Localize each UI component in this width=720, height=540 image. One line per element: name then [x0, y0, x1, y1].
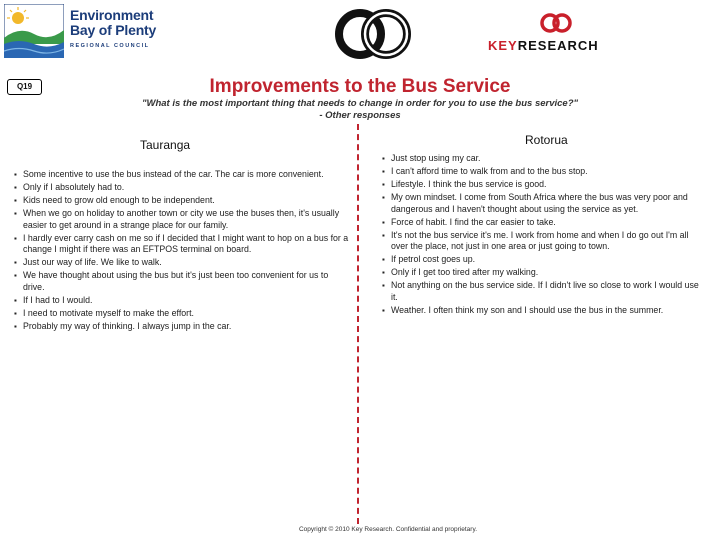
org-name-line2: Bay of Plenty — [70, 22, 157, 38]
list-item: ▪ I can't afford time to walk from and to the bus stop. — [382, 166, 707, 178]
list-item: ▪ Weather. I often think my son and I should use the bus in the summer. — [382, 305, 707, 317]
rotorua-responses-list — [382, 153, 707, 318]
list-item: ▪ Only if I get too tired after my walking. — [382, 267, 707, 279]
environment-bop-logo — [4, 4, 160, 58]
list-item: ▪ When we go on holiday to another town or city we use the buses then, it's usually easier to get around in a strange place for our family. — [14, 208, 352, 231]
list-item: ▪ Only if I absolutely had to. — [14, 182, 352, 194]
question-subtitle — [90, 98, 630, 122]
question-number-badge: Q19 — [7, 79, 42, 95]
bay-of-plenty-emblem-icon — [4, 4, 64, 58]
column-divider — [357, 124, 359, 524]
list-item: ▪ Some incentive to use the bus instead of the car. The car is more convenient. — [14, 169, 352, 181]
list-item: ▪ If petrol cost goes up. — [382, 254, 707, 266]
responses-note: - Other responses — [319, 110, 401, 121]
key-research-rings-icon — [539, 12, 573, 34]
list-item: ▪ I hardly ever carry cash on me so if I decided that I might want to hop on a bus for a change I might if there was an EFTPOS terminal on board. — [14, 233, 352, 256]
list-item: ▪ Force of habit. I find the car easier to take. — [382, 217, 707, 229]
org-name-line1: Environment — [70, 7, 154, 23]
key-research-wordmark — [488, 38, 599, 53]
list-item: ▪ I need to motivate myself to make the effort. — [14, 308, 352, 320]
key-research-logo — [476, 12, 636, 58]
list-item: ▪ My own mindset. I come from South Africa where the bus was very poor and dangerous and I haven't thought about using the service as yet. — [382, 192, 707, 215]
wordmark-research: RESEARCH — [517, 38, 599, 53]
list-item: ▪ It's not the bus service it's me. I work from home and when I do go out I'm all over the place, not just in one area or just going to town. — [382, 230, 707, 253]
list-item: ▪ Kids need to grow old enough to be independent. — [14, 195, 352, 207]
copyright-footer: Copyright © 2010 Key Research. Confidential and proprietary. — [298, 526, 478, 533]
list-item: ▪ Lifestyle. I think the bus service is good. — [382, 179, 707, 191]
question-text: "What is the most important thing that needs to change in order for you to use the bus service?" — [141, 98, 579, 109]
list-item: ▪ If I had to I would. — [14, 295, 352, 307]
tauranga-responses-list — [14, 169, 352, 334]
list-item: ▪ Probably my way of thinking. I always jump in the car. — [14, 321, 352, 333]
list-item: ▪ Just our way of life. We like to walk. — [14, 257, 352, 269]
column-heading-tauranga: Tauranga — [140, 138, 191, 152]
wordmark-key: KEY — [488, 38, 518, 53]
org-name — [70, 8, 156, 49]
list-item: ▪ We have thought about using the bus but it's just been too convenient for us to drive. — [14, 270, 352, 293]
org-name-line3: REGIONAL COUNCIL — [70, 43, 150, 49]
list-item: ▪ Not anything on the bus service side. If I didn't live so close to work I would use it. — [382, 280, 707, 303]
interlocking-rings-icon — [334, 4, 412, 64]
list-item: ▪ Just stop using my car. — [382, 153, 707, 165]
column-heading-rotorua: Rotorua — [525, 133, 568, 147]
slide-title: Improvements to the Bus Service — [209, 76, 511, 97]
